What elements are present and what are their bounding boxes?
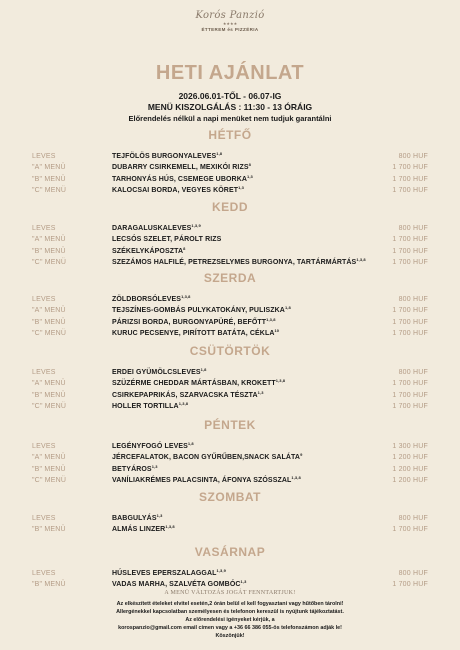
- dish-label: TEJFÖLÖS BURGONYALEVES: [112, 153, 217, 160]
- price: 1 700 HUF: [392, 329, 428, 337]
- allergen-codes: 1,3,8: [178, 400, 189, 406]
- dish-label: ERDEI GYÜMÖLCSLEVES: [112, 369, 201, 376]
- menu-row: [0, 475, 460, 486]
- dish-name: [112, 378, 285, 389]
- menu-category: "C" MENÜ: [32, 258, 67, 266]
- allergen-codes: 1,8: [200, 367, 207, 372]
- menu-row: [0, 174, 460, 185]
- menu-row: [0, 568, 460, 579]
- dish-name: [112, 294, 190, 305]
- menu-row: [0, 257, 460, 268]
- menu-row: [0, 441, 460, 452]
- dish-label: VADAS MARHA, SZALVÉTA GOMBÓC: [112, 581, 241, 589]
- price: 800 HUF: [398, 515, 428, 522]
- dish-label: VANÍLIAKRÉMES PALACSINTA, ÁFONYA SZÓSSZAL: [112, 476, 292, 484]
- menu-row: [0, 401, 460, 412]
- allergen-codes: 1,3: [257, 389, 264, 395]
- footer-heading: A MENÜ VÁLTOZÁS JOGÁT FENNTARTJUK!: [164, 590, 296, 596]
- dish-name: [112, 524, 175, 535]
- price: 1 300 HUF: [392, 443, 428, 450]
- dish-name: [112, 223, 201, 234]
- price: 1 700 HUF: [392, 258, 428, 266]
- allergen-codes: 9: [300, 452, 303, 458]
- price: 800 HUF: [398, 369, 428, 376]
- menu-category: "B" MENÜ: [32, 391, 66, 399]
- menu-category: LEVES: [32, 296, 56, 303]
- dish-label: PÁRIZSI BORDA, BURGONYAPÜRÉ, BEFŐTT: [112, 318, 267, 326]
- dish-name: [112, 185, 244, 196]
- price: 1 200 HUF: [392, 454, 428, 462]
- menu-row: [0, 294, 460, 305]
- allergen-codes: 1,3,8: [356, 256, 366, 262]
- allergen-codes: 1,3,8: [165, 524, 175, 530]
- dish-label: BETYÁROS: [112, 465, 152, 473]
- dish-name: [112, 367, 207, 378]
- dish-name: [112, 401, 188, 412]
- menu-category: LEVES: [32, 570, 56, 577]
- price: 1 700 HUF: [392, 164, 428, 172]
- menu-row: [0, 367, 460, 378]
- menu-category: "C" MENÜ: [32, 402, 67, 410]
- dish-label: JÉRCEFALATOK, BACON GYŰRŰBEN,SNACK SALÁTA: [112, 454, 301, 462]
- menu-category: "B" MENÜ: [32, 175, 66, 183]
- dish-label: DUBARRY CSIRKEMELL, MEXIKÓI RIZS: [112, 164, 249, 172]
- menu-row: [0, 464, 460, 475]
- menu-category: LEVES: [32, 225, 56, 232]
- date-range: 2026.06.01-TŐL - 06.07-IG: [178, 91, 282, 101]
- menu-row: [0, 524, 460, 535]
- allergen-codes: 1,3: [238, 184, 244, 190]
- price: 1 700 HUF: [392, 318, 428, 326]
- allergen-codes: 1,3,8: [181, 294, 191, 299]
- price: 1 700 HUF: [392, 581, 428, 589]
- price: 1 700 HUF: [392, 526, 428, 534]
- menu-category: "A" MENÜ: [32, 236, 66, 244]
- menu-category: "B" MENÜ: [32, 247, 66, 255]
- allergen-codes: 1,3: [240, 579, 247, 585]
- dish-label: KALOCSAI BORDA, VEGYES KÖRET: [112, 186, 239, 194]
- allergen-codes: 1,8: [284, 305, 291, 311]
- day-heading: SZERDA: [203, 271, 257, 285]
- menu-category: "C" MENÜ: [32, 186, 67, 194]
- dish-name: [112, 441, 194, 452]
- dish-label: CSIRKEPAPRIKÁS, SZARVACSKA TÉSZTA: [112, 391, 258, 399]
- dish-label: LECSÓS SZELET, PÁROLT RIZS: [112, 236, 222, 244]
- price: 1 700 HUF: [392, 307, 428, 315]
- price: 1 700 HUF: [392, 236, 428, 244]
- menu-row: [0, 378, 460, 389]
- day-heading: SZOMBAT: [199, 490, 261, 504]
- logo: [0, 10, 460, 32]
- logo-subtitle: ÉTTEREM és PIZZÉRIA: [201, 27, 259, 32]
- menu-category: LEVES: [32, 369, 56, 376]
- page-title: HETI AJÁNLAT: [155, 62, 305, 84]
- price: 1 200 HUF: [392, 476, 428, 484]
- price: 1 700 HUF: [392, 175, 428, 183]
- price: 800 HUF: [398, 225, 428, 232]
- footer-note: Az elkészített ételeket elvitel esetén,2 órán belül el kell fogyasztani vagy hűtőben tárolni!: [116, 601, 344, 607]
- allergen-codes: 1,3,8: [275, 378, 286, 384]
- menu-row: [0, 390, 460, 401]
- dish-name: [112, 174, 253, 185]
- allergen-codes: 1,3,9: [191, 223, 201, 228]
- price: 800 HUF: [398, 153, 428, 160]
- allergen-codes: 1,3,9: [216, 568, 226, 573]
- dish-label: ZÖLDBORSÓLEVES: [112, 296, 182, 303]
- day-heading: VASÁRNAP: [194, 545, 266, 559]
- menu-row: [0, 185, 460, 196]
- dish-name: [112, 579, 246, 590]
- allergen-codes: 1,8: [187, 441, 194, 446]
- dish-label: TEJSZÍNES-GOMBÁS PULYKATOKÁNY, PULISZKA: [112, 307, 285, 315]
- menu-row: [0, 513, 460, 524]
- price: 1 700 HUF: [392, 380, 428, 388]
- menu-row: [0, 151, 460, 162]
- menu-category: "C" MENÜ: [32, 329, 67, 337]
- price: 1 700 HUF: [392, 247, 428, 255]
- preorder-note: Előrendelés nélkül a napi menüket nem tudjuk garantálni: [128, 114, 332, 123]
- dish-name: [112, 390, 264, 401]
- day-heading: PÉNTEK: [204, 418, 256, 432]
- dish-label: LEGÉNYFOGÓ LEVES: [112, 443, 188, 450]
- menu-row: [0, 452, 460, 463]
- dish-name: [112, 328, 279, 339]
- price: 1 700 HUF: [392, 391, 428, 399]
- menu-row: [0, 223, 460, 234]
- menu-row: [0, 162, 460, 173]
- menu-category: LEVES: [32, 153, 56, 160]
- dish-name: [112, 475, 301, 486]
- footer-note: Allergénekkel kapcsolatban személyesen és telefonon kereszül is nyújtunk tájékoztatást.: [116, 609, 344, 615]
- logo-stars: ★★★★: [222, 21, 238, 26]
- dish-label: ALMÁS LINZER: [112, 526, 166, 534]
- menu-category: "A" MENÜ: [32, 164, 66, 172]
- dish-name: [112, 317, 276, 328]
- dish-label: HÚSLEVES EPERSZALAGGAL: [112, 570, 217, 577]
- dish-name: [112, 464, 158, 475]
- footer-note: Az előrendelési igényeket kérjük, a: [185, 617, 275, 623]
- menu-category: "A" MENÜ: [32, 454, 66, 462]
- dish-label: TARHONYÁS HÚS, CSEMEGE UBORKA: [112, 175, 248, 183]
- logo-name: Korós Panzió: [195, 10, 265, 21]
- allergen-codes: 1,3,8: [266, 316, 276, 322]
- dish-name: [112, 513, 162, 524]
- menu-category: LEVES: [32, 515, 56, 522]
- dish-name: [112, 234, 221, 245]
- menu-row: [0, 305, 460, 316]
- footer-note: Köszönjük!: [215, 633, 245, 639]
- dish-label: SZÜZÉRME CHEDDAR MÁRTÁSBAN, KROKETT: [112, 380, 276, 388]
- day-heading: KEDD: [211, 200, 248, 214]
- menu-category: "C" MENÜ: [32, 476, 67, 484]
- dish-label: KURUC PECSENYE, PIRÍTOTT BATÁTA, CÉKLA: [112, 329, 275, 337]
- menu-category: "B" MENÜ: [32, 465, 66, 473]
- menu-category: "B" MENÜ: [32, 526, 66, 534]
- dish-name: [112, 246, 185, 257]
- menu-category: "A" MENÜ: [32, 380, 66, 388]
- dish-label: DARAGALUSKALEVES: [112, 225, 192, 232]
- dish-label: SZÉKELYKÁPOSZTA: [112, 247, 184, 255]
- menu-row: [0, 234, 460, 245]
- menu-row: [0, 579, 460, 590]
- allergen-codes: 1,3: [151, 463, 158, 469]
- menu-category: "A" MENÜ: [32, 307, 66, 315]
- dish-name: [112, 568, 226, 579]
- service-hours: MENÜ KISZOLGÁLÁS : 11:30 - 13 ÓRÁIG: [147, 102, 313, 112]
- allergen-codes: 1,3: [247, 173, 253, 179]
- dish-name: [112, 452, 302, 463]
- allergen-codes: 8: [183, 245, 186, 251]
- allergen-codes: 1,3,8: [291, 474, 301, 480]
- price: 1 700 HUF: [392, 186, 428, 194]
- price: 1 700 HUF: [392, 402, 428, 410]
- menu-category: LEVES: [32, 443, 56, 450]
- dish-name: [112, 151, 222, 162]
- dish-name: [112, 162, 251, 173]
- dish-name: [112, 305, 291, 316]
- menu-category: "B" MENÜ: [32, 581, 66, 589]
- dish-label: SZEZÁMOS HALFILÉ, PETREZSELYMES BURGONYA, TARTÁRMÁRTÁS: [112, 258, 357, 266]
- day-heading: CSÜTÖRTÖK: [189, 344, 271, 358]
- allergen-codes: 1,3: [156, 513, 163, 518]
- menu-row: [0, 246, 460, 257]
- footer-note: korospanzio@gmail.com email címen vagy a +36 66 386 055-ös telefonszámon adják le!: [118, 625, 342, 631]
- allergen-codes: 10: [274, 327, 280, 333]
- price: 800 HUF: [398, 570, 428, 577]
- menu-row: [0, 317, 460, 328]
- dish-label: BABGULYÁS: [112, 515, 157, 522]
- price: 800 HUF: [398, 296, 428, 303]
- day-heading: HÉTFŐ: [208, 128, 252, 142]
- dish-name: [112, 257, 366, 268]
- menu-row: [0, 328, 460, 339]
- price: 1 200 HUF: [392, 465, 428, 473]
- allergen-codes: 1,8: [216, 151, 223, 156]
- menu-category: "B" MENÜ: [32, 318, 66, 326]
- dish-label: HOLLER TORTILLA: [112, 402, 179, 410]
- allergen-codes: 8: [248, 162, 251, 168]
